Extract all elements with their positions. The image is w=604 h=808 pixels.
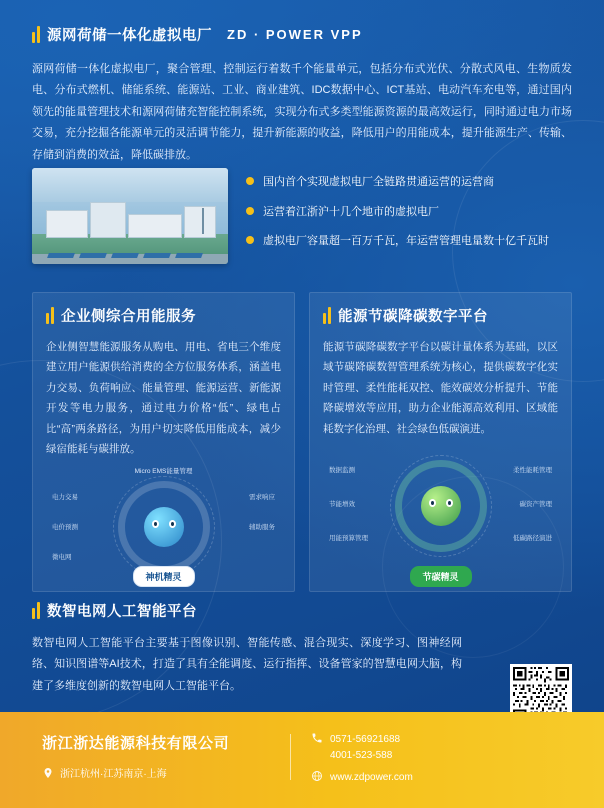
diagram-label: 微电网 — [52, 553, 72, 561]
title-bars-icon — [46, 307, 54, 324]
diagram-label: 电价预测 — [52, 523, 78, 531]
diagram-ring — [118, 481, 210, 573]
diagram-label: 碳资产管理 — [519, 501, 552, 509]
address-text: 浙江杭州·江苏南京·上海 — [60, 769, 167, 780]
globe-icon — [311, 770, 323, 782]
section-vpp-body: 源网荷储一体化虚拟电厂，聚合管理、控制运行着数千个能量单元，包括分布式光伏、分散式风电、生物质发电、分布式燃机、储能系统、能源站、工业、商业建筑、IDC数据中心、ICT基站、电动汽车充电等，通过国内领先的能量管理技术和源网荷储充智能控制系统，实现分布式多类型能源资源的最高效运行，同时通过电力市场交易，充分挖掘各能源单元的灵活调节能力，提升新能源的收益，降低用户的用能成本，提升能源生产、传输、存储到消费的效益，降低碳排放。 — [32, 63, 572, 161]
bullet-dot-icon — [246, 207, 254, 215]
bullet-text: 运营着江浙沪十几个地市的虚拟电厂 — [263, 205, 439, 218]
section-ai-body: 数智电网人工智能平台主要基于图像识别、智能传感、混合现实、深度学习、图神经网络、知识图谱等AI技术，打造了具有全能调度、运行指挥、设备管家的智慧电网大脑，构建了多维度创新的数智电网人工智能平台。 — [32, 637, 462, 692]
footer-phone — [311, 732, 413, 763]
company-address — [42, 765, 282, 780]
diagram-label: 需求响应 — [249, 493, 275, 501]
diagram-label: 低碳路径演进 — [513, 535, 552, 543]
card-left-body: 企业侧智慧能源服务从购电、用电、省电三个维度建立用户能源供给消费的全方位服务体系，涵盖电力交易、负荷响应、能量管理、能源运营、新能源开发等电力服务，通过电力价格“低”、绿电占比“高”两条路径，为用户切实降低用能成本，减少绿宿能耗与碳排放。 — [46, 341, 281, 456]
title-bars-icon — [323, 307, 331, 324]
card-carbon-platform — [309, 292, 572, 592]
mascot-icon — [421, 486, 461, 526]
vpp-bullet-list — [246, 168, 572, 263]
card-left-title: 企业侧综合用能服务 — [61, 309, 196, 325]
section-vpp-title-en: ZD · POWER VPP — [227, 27, 363, 42]
company-name: 浙江浙达能源科技有限公司 — [42, 735, 230, 752]
card-enterprise-energy — [32, 292, 295, 592]
footer — [0, 712, 604, 808]
section-vpp — [32, 24, 572, 166]
diagram-ring — [395, 460, 487, 552]
phone-secondary: 4001-523-588 — [330, 749, 393, 761]
section-vpp-heading — [32, 24, 572, 45]
section-ai-title: 数智电网人工智能平台 — [47, 604, 197, 620]
title-bars-icon — [32, 26, 40, 43]
diagram-label: 辅助服务 — [249, 523, 275, 531]
jietan-elf-button[interactable]: 节碳精灵 — [409, 566, 471, 587]
title-bars-icon — [32, 602, 40, 619]
diagram-label: 节能增效 — [329, 501, 355, 509]
section-ai-heading — [32, 600, 572, 621]
card-right-body: 能源节碳降碳数字平台以碳计量体系为基础，以区域节碳降碳数智管理系统为核心，提供碳数字化实时管理、柔性能耗双控、能效碳效分析提升、节能降碳增效等应用，助力企业能源高效利用、区域能耗数字化治理、社会绿色低碳演进。 — [323, 341, 558, 435]
section-ai-platform — [32, 600, 572, 697]
bullet-dot-icon — [246, 177, 254, 185]
diagram-label: 柔性能耗管理 — [513, 467, 552, 475]
mascot-icon — [144, 507, 184, 547]
bullet-dot-icon — [246, 236, 254, 244]
list-item — [246, 174, 572, 191]
diagram-label: 电力交易 — [52, 493, 78, 501]
diagram-label: 用能预算管理 — [329, 535, 368, 543]
footer-divider — [290, 734, 291, 780]
card-right-title: 能源节碳降碳数字平台 — [338, 309, 488, 325]
vpp-media-row — [32, 168, 572, 264]
list-item — [246, 233, 572, 250]
section-vpp-title: 源网荷储一体化虚拟电厂 — [47, 28, 212, 44]
phone-primary: 0571-56921688 — [330, 734, 401, 745]
card-left-heading — [46, 305, 281, 326]
website-text: www.zdpower.com — [330, 772, 413, 783]
footer-website[interactable] — [311, 770, 413, 786]
card-right-diagram — [323, 447, 558, 565]
shenji-elf-button[interactable]: 神机精灵 — [132, 566, 194, 587]
bullet-text: 虚拟电厂容量超一百万千瓦，年运营管理电量数十亿千瓦时 — [263, 235, 549, 247]
diagram-title: Micro EMS能量管理 — [134, 467, 193, 475]
phone-icon — [311, 732, 323, 744]
list-item — [246, 204, 572, 221]
vpp-photo — [32, 168, 228, 264]
services-cards — [32, 292, 572, 592]
card-right-heading — [323, 305, 558, 326]
diagram-label: 数据监测 — [329, 467, 355, 475]
location-pin-icon — [42, 767, 54, 779]
bullet-text: 国内首个实现虚拟电厂全链路贯通运营的运营商 — [263, 176, 494, 188]
